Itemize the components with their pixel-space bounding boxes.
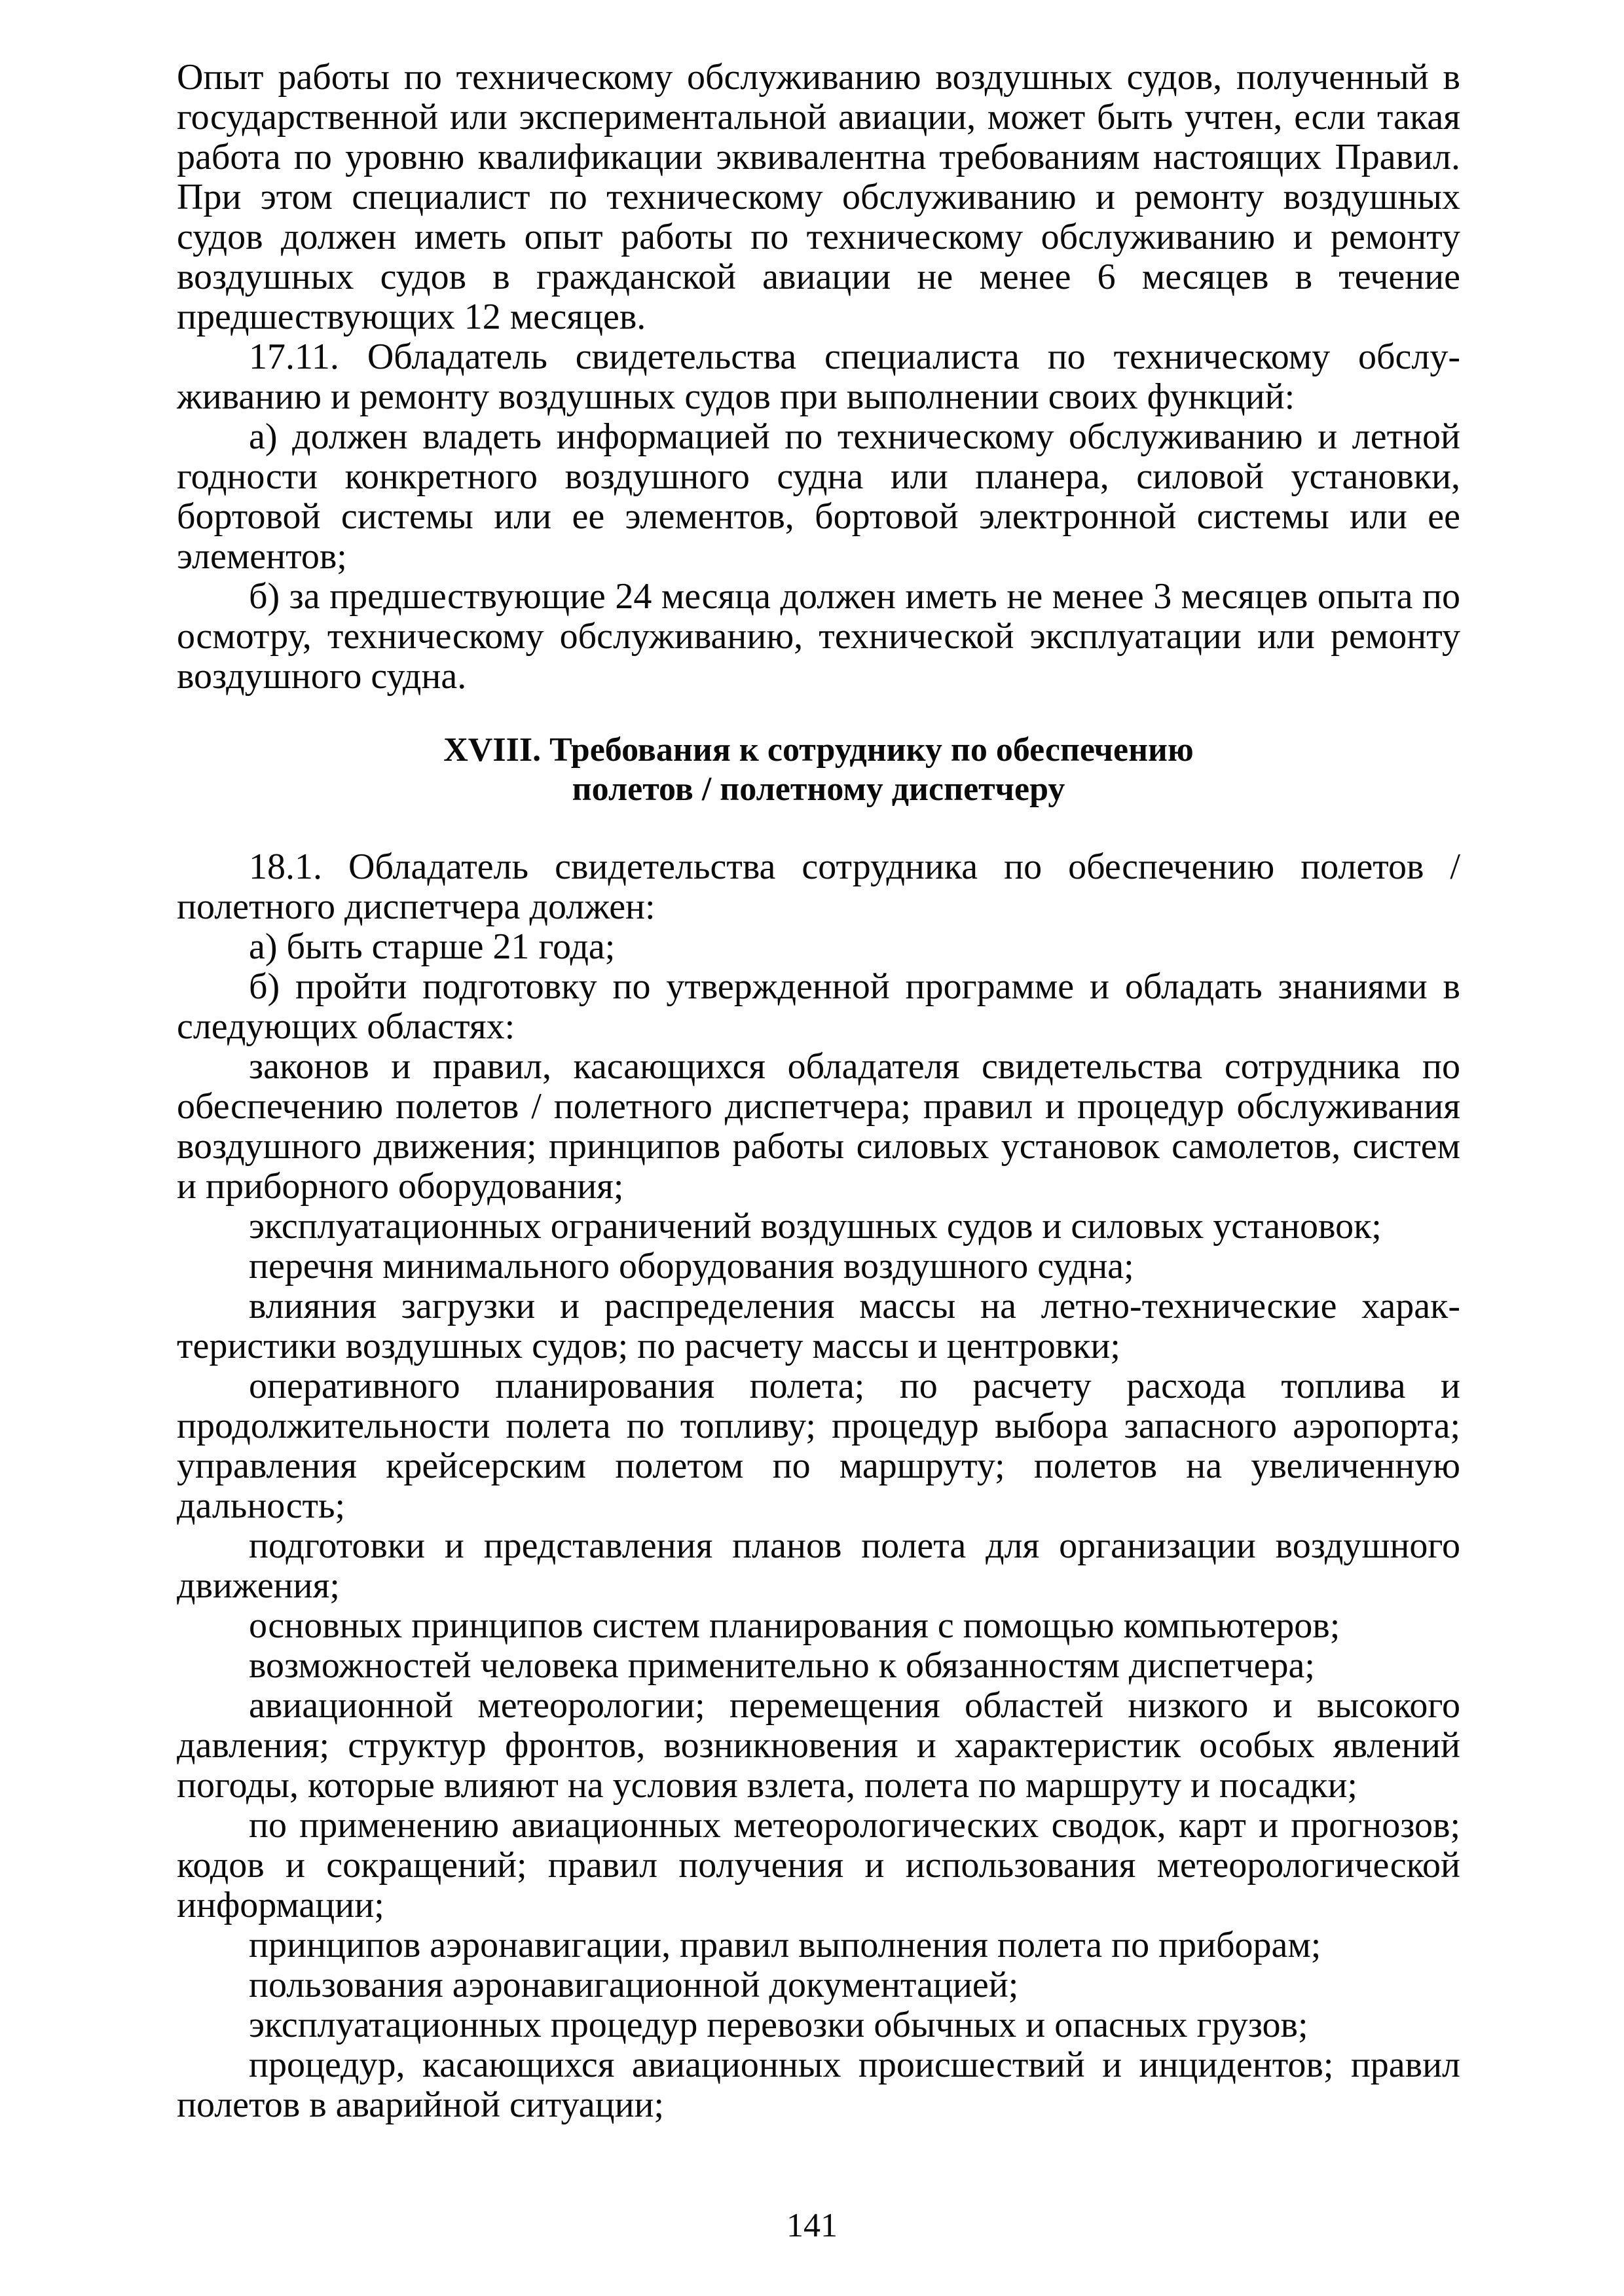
paragraph-accidents: процедур, касающихся авиационных происшествий и инцидентов; правил полетов в аварийной ситуации;	[177, 2045, 1460, 2125]
section-heading-line-2: полетов / полетному диспетчеру	[572, 771, 1065, 808]
paragraph-meteorology: авиационной метеорологии; перемещения областей низкого и высокого давления; структур фронтов, возникновения и характеристик особых явлений погоды, которые влияют на условия взлета, полета по маршруту и посадки;	[177, 1685, 1460, 1806]
paragraph-computer-planning: основных принципов систем планирования с помощью компьютеров;	[249, 1605, 1340, 1646]
section-heading-line-1: XVIII. Требования к сотруднику по обеспечению	[443, 731, 1194, 769]
paragraph-17-11-b: б) за предшествующие 24 месяца должен иметь не менее 3 месяцев опыта по осмотру, техническому обслуживанию, технической эксплуатации или ремонту воздушного судна.	[177, 576, 1460, 697]
paragraph-navigation: принципов аэронавигации, правил выполнения полета по приборам;	[249, 1925, 1321, 1965]
paragraph-18-1-a: а) быть старше 21 года;	[249, 926, 616, 967]
paragraph-experience-note: Опыт работы по техническому обслуживанию воздушных судов, полученный в государственной или экспериментальной авиации, может быть учтен, если такая работа по уровню квалификации эквивалентна требованиям настоящих Правил. При этом специалист по техническому обслуживанию и ремонту воздушных судов должен иметь опыт работы по техническому обслуживанию и ремонту воздушных судов в гражданской авиации не менее 6 месяцев в течение предшествующих 12 месяцев.	[177, 57, 1460, 337]
page-number: 141	[786, 2207, 838, 2244]
paragraph-mel: перечня минимального оборудования воздушного судна;	[249, 1246, 1134, 1286]
paragraph-laws-rules: законов и правил, касающихся обладателя свидетельства сотрудника по обеспечению полетов / полетного диспетчера; правил и процедур обслуживания воздушного движения; принципов работы силовых установок самолетов, систем и приборного оборудования;	[177, 1046, 1460, 1207]
paragraph-dangerous-goods: эксплуатационных процедур перевозки обычных и опасных грузов;	[249, 2005, 1308, 2045]
paragraph-human-performance: возможностей человека применительно к обязанностям диспетчера;	[249, 1645, 1315, 1686]
paragraph-18-1: 18.1. Обладатель свидетельства сотрудника по обеспечению полетов / полетного диспетчера должен:	[177, 847, 1460, 927]
paragraph-operational-limits: эксплуатационных ограничений воздушных судов и силовых установок;	[249, 1206, 1382, 1247]
section-heading	[177, 731, 1460, 809]
paragraph-17-11: 17.11. Обладатель свидетельства специалиста по техническому обслуживанию и ремонту воздушных судов при выполнении своих функций:	[177, 337, 1460, 417]
paragraph-aip: пользования аэронавигационной документацией;	[249, 1965, 1019, 2005]
paragraph-mass-balance: влияния загрузки и распределения массы на летно-технические характеристики воздушных судов; по расчету массы и центровки;	[177, 1286, 1460, 1366]
paragraph-met-reports: по применению авиационных метеорологических сводок, карт и прогнозов; кодов и сокращений; правил получения и использования метеорологической информации;	[177, 1805, 1460, 1925]
paragraph-flight-plans-atc: подготовки и представления планов полета для организации воздушного движения;	[177, 1525, 1460, 1606]
paragraph-17-11-a: а) должен владеть информацией по техническому обслуживанию и летной годности конкретного воздушного судна или планера, силовой установки, бортовой системы или ее элементов, бортовой электронной системы или ее элементов;	[177, 416, 1460, 577]
paragraph-flight-planning: оперативного планирования полета; по расчету расхода топлива и продолжительности полета по топливу; процедур выбора запасного аэропорта; управления крейсерским полетом по маршруту; полетов на увеличенную дальность;	[177, 1366, 1460, 1526]
document-page	[177, 58, 1460, 2192]
paragraph-18-1-b: б) пройти подготовку по утвержденной программе и обладать знаниями в следующих областях:	[177, 966, 1460, 1047]
